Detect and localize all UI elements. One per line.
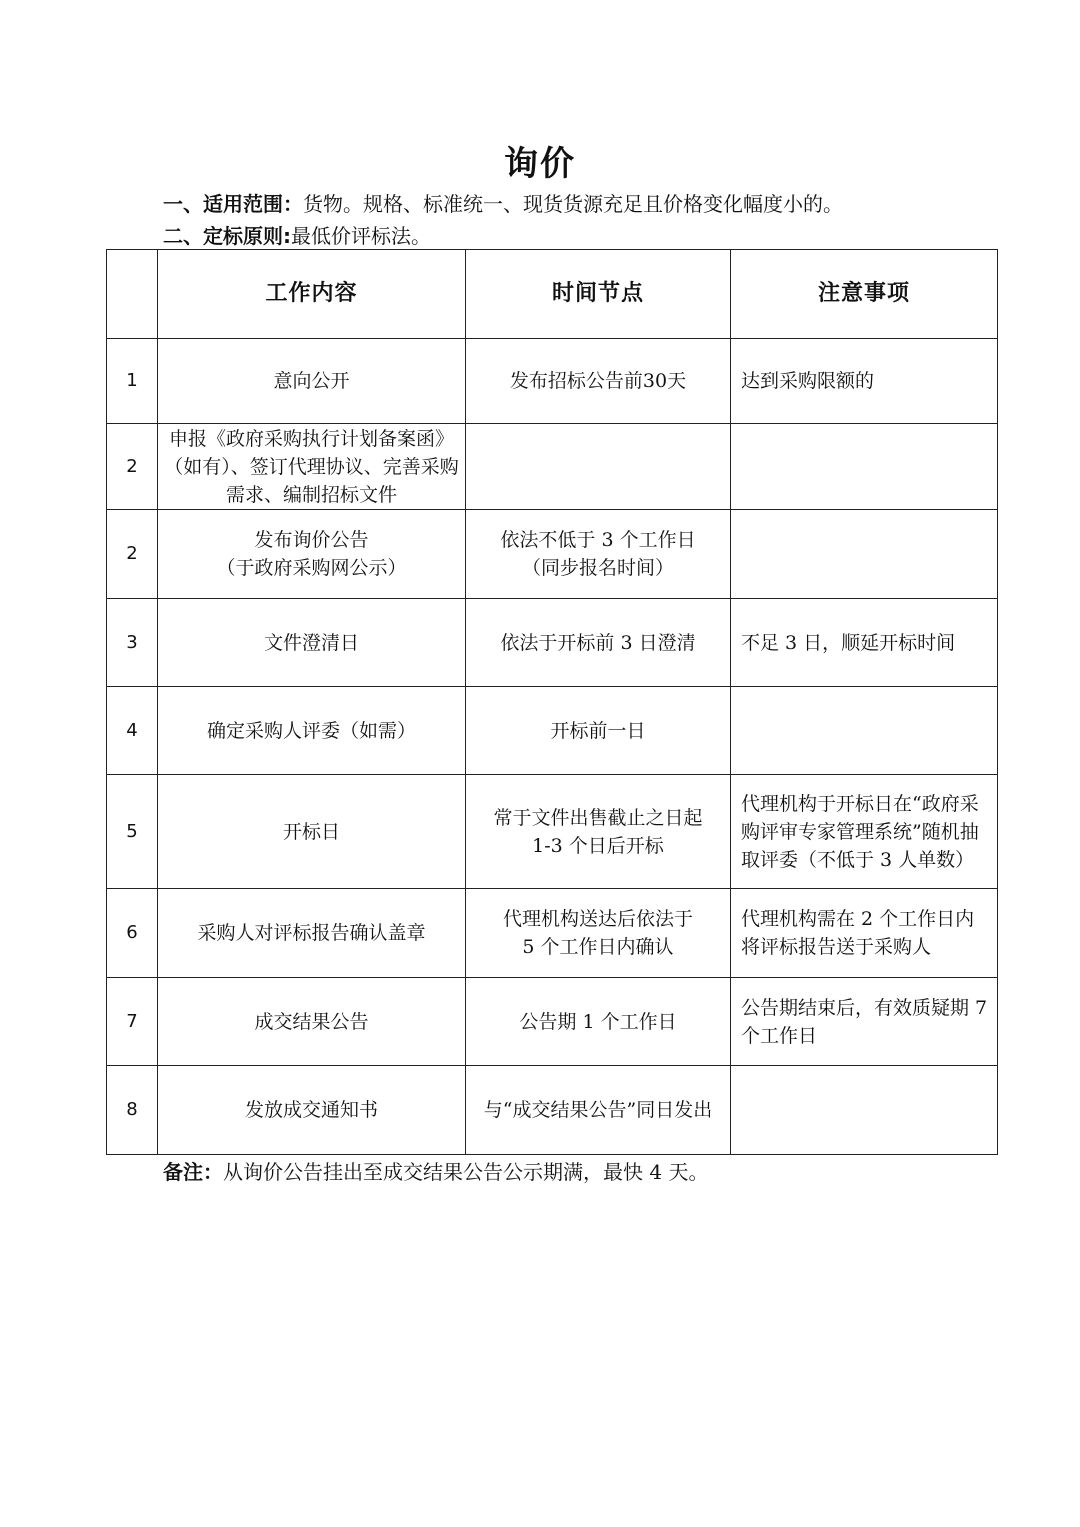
row-number: 1 (107, 339, 158, 424)
row-number: 2 (107, 424, 158, 510)
header-note: 注意事项 (731, 250, 998, 339)
page-title: 询价 (504, 144, 576, 184)
row-note: 代理机构于开标日在“政府采购评审专家管理系统”随机抽取评委（不低于 3 人单数） (731, 775, 998, 889)
row-time-line: （同步报名时间） (521, 557, 674, 579)
principle-line (163, 220, 431, 249)
row-note: 代理机构需在 2 个工作日内将评标报告送于采购人 (731, 889, 998, 978)
row-time: 依法于开标前 3 日澄清 (466, 599, 731, 687)
row-content (158, 510, 466, 599)
row-number: 8 (107, 1066, 158, 1155)
row-number: 2 (107, 510, 158, 599)
row-note: 公告期结束后，有效质疑期 7 个工作日 (731, 978, 998, 1066)
row-time: 发布招标公告前30天 (466, 339, 731, 424)
row-number: 7 (107, 978, 158, 1066)
row-time-line: 1-3 个日后开标 (532, 834, 664, 857)
table-row (107, 775, 998, 889)
row-note (731, 424, 998, 510)
row-time-line: 5 个工作日内确认 (522, 936, 674, 958)
row-time (466, 510, 731, 599)
row-number: 6 (107, 889, 158, 978)
remark-label: 备注： (163, 1160, 223, 1184)
remark-line (163, 1156, 708, 1185)
row-number: 5 (107, 775, 158, 889)
table-row (107, 889, 998, 978)
table-row (107, 1066, 998, 1155)
row-time: 与“成交结果公告”同日发出 (466, 1066, 731, 1155)
header-time: 时间节点 (466, 250, 731, 339)
procedure-table (106, 249, 998, 1155)
row-time (466, 775, 731, 889)
table-row (107, 687, 998, 775)
row-note (731, 510, 998, 599)
table-row (107, 978, 998, 1066)
row-content: 意向公开 (158, 339, 466, 424)
header-content: 工作内容 (158, 250, 466, 339)
table-header-row (107, 250, 998, 339)
row-content: 确定采购人评委（如需） (158, 687, 466, 775)
row-number: 4 (107, 687, 158, 775)
row-time: 开标前一日 (466, 687, 731, 775)
row-time-line: 常于文件出售截止之日起 (493, 806, 703, 829)
row-note: 达到采购限额的 (731, 339, 998, 424)
row-content: 申报《政府采购执行计划备案函》（如有）、签订代理协议、完善采购需求、编制招标文件 (158, 424, 466, 510)
row-content: 文件澄清日 (158, 599, 466, 687)
table-row (107, 510, 998, 599)
table-row (107, 339, 998, 424)
scope-text: 货物。规格、标准统一、现货货源充足且价格变化幅度小的。 (303, 192, 843, 216)
row-content: 发放成交通知书 (158, 1066, 466, 1155)
table-row (107, 424, 998, 510)
header-index (107, 250, 158, 339)
row-time-line: 依法不低于 3 个工作日 (500, 529, 696, 551)
row-content: 采购人对评标报告确认盖章 (158, 889, 466, 978)
row-note: 不足 3 日，顺延开标时间 (731, 599, 998, 687)
scope-label: 一、适用范围： (163, 192, 303, 216)
row-content: 成交结果公告 (158, 978, 466, 1066)
row-note (731, 1066, 998, 1155)
remark-text: 从询价公告挂出至成交结果公告公示期满，最快 4 天。 (223, 1160, 709, 1184)
row-time (466, 889, 731, 978)
row-time (466, 424, 731, 510)
row-content-line: （于政府采购网公示） (216, 557, 407, 579)
row-number: 3 (107, 599, 158, 687)
scope-line (163, 188, 843, 217)
row-time: 公告期 1 个工作日 (466, 978, 731, 1066)
row-note (731, 687, 998, 775)
principle-label: 二、定标原则: (163, 224, 291, 248)
row-content: 开标日 (158, 775, 466, 889)
table-row (107, 599, 998, 687)
row-content-line: 发布询价公告 (254, 529, 369, 551)
row-time-line: 代理机构送达后依法于 (502, 908, 693, 930)
principle-text: 最低价评标法。 (291, 224, 431, 248)
